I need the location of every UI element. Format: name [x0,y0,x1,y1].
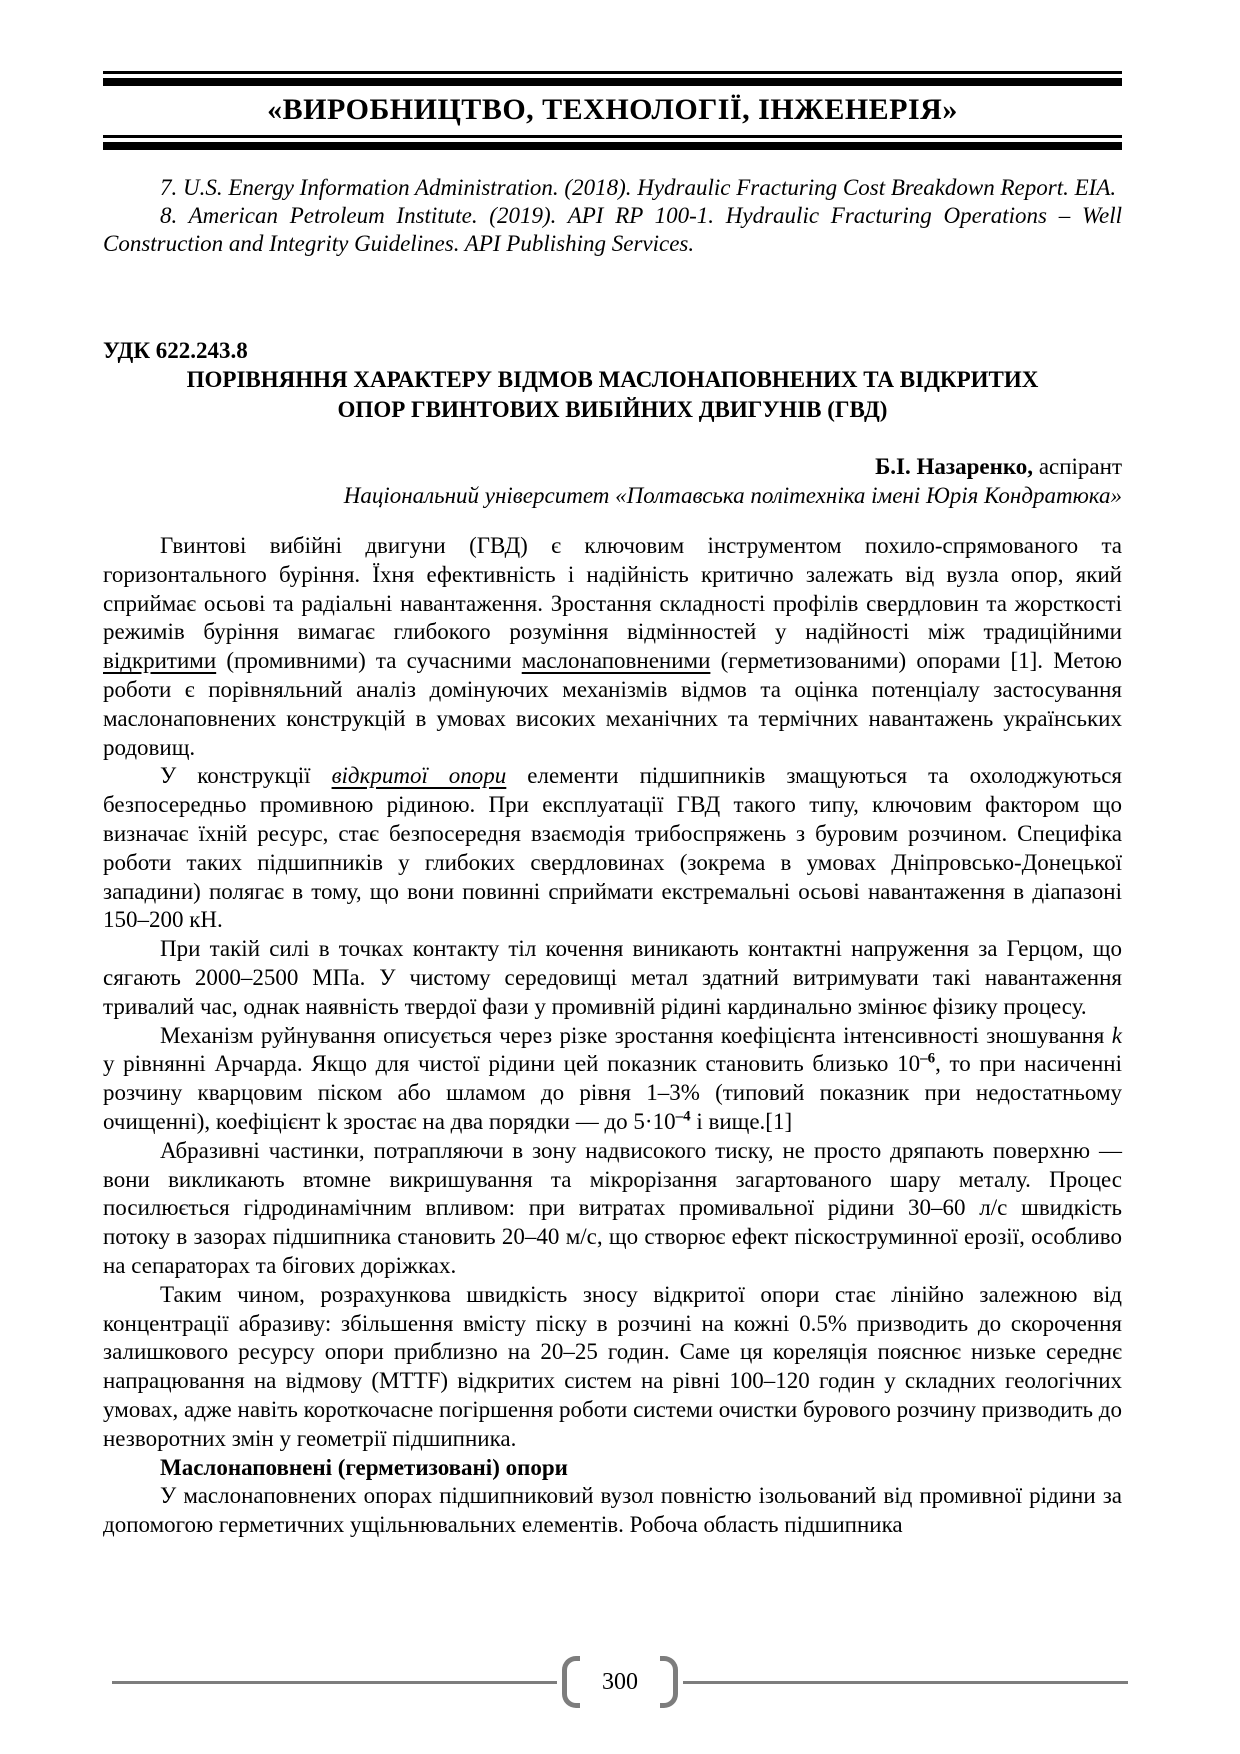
text-run: відкритими [103,648,217,674]
reference-item: 8. American Petroleum Institute. (2019). API RP 100-1. Hydraulic Fracturing Operations – Well Construction and Integrity Guidelines. API Publishing Services. [103,203,1122,256]
author-name: Б.І. Назаренко, [875,454,1034,479]
udc-code: УДК 622.243.8 [103,338,248,363]
author-line [103,452,1122,481]
body-paragraph [103,532,1122,762]
right-bracket-ornament [660,1656,678,1708]
text-run: Гвинтові вибійні двигуни (ГВД) є ключовим інструментом похило-спрямованого та горизонтального буріння. Їхня ефективність і надійність критично залежать від вузла опор, який сприймає осьові та радіальні навантаження. Зростання складності профілів свердловин та жорсткості режимів буріння вимагає глибокого розуміння відмінностей у надійності між традиційними [103,533,1122,645]
header-rule-thick-top [103,78,1122,86]
text-run: У маслонаповнених опорах підшипниковий вузол повністю ізольований від промивної рідини за допомогою герметичних ущільнювальних елементів. Робоча область підшипника [103,1483,1122,1538]
article-title [103,365,1122,425]
article-title-line-1: ПОРІВНЯННЯ ХАРАКТЕРУ ВІДМОВ МАСЛОНАПОВНЕНИХ ТА ВІДКРИТИХ [186,367,1039,392]
body-paragraph [103,1482,1122,1540]
text-run: Абразивні частинки, потрапляючи в зону надвисокого тиску, не просто дряпають поверхню — вони викликають втомне викришування та мікрорізання загартованого шару металу. Процес посилюється гідродинамічним впливом: при витратах промивальної рідини 30–60 л/с швидкість потоку в зазорах підшипника становить 20–40 м/с, що створює ефект піскоструминної ерозії, особливо на сепараторах та бігових доріжках. [103,1137,1122,1278]
body-paragraph [103,1137,1122,1281]
text-run: і вище.[1] [690,1108,793,1134]
text-run: У конструкції [160,763,332,789]
footer-rule-left [112,1681,557,1684]
text-run: маслонаповненими [521,648,711,674]
text-run: , то при насиченні розчину кварцовим піском або шламом до рівня 1–3% (типовий показник при недостатньому очищенні), коефіцієнт k зростає на два порядки — до 5·10 [103,1051,1122,1134]
text-run: (промивними) та сучасними [216,648,522,674]
body-paragraph [103,1281,1122,1454]
text-run: елементи підшипників змащуються та охолоджуються безпосередньо промивною рідиною. При експлуатації ГВД такого типу, ключовим фактором що визначає їхній ресурс, стає безпосередня взаємодія трибоспряжень з буровим розчином. Специфіка роботи таких підшипників у глибоких свердловинах (зокрема в умовах Дніпровсько-Донецької западини) полягає в тому, що вони повинні сприймати екстремальні осьові навантаження в діапазоні 150–200 кН. [103,763,1122,933]
footer-rule-right [683,1681,1128,1684]
journal-title: «ВИРОБНИЦТВО, ТЕХНОЛОГІЇ, ІНЖЕНЕРІЯ» [267,93,958,126]
text-run: відкритої опори [331,763,507,789]
text-run: (герметизованими) опорами [1]. Метою роботи є порівняльний аналіз домінуючих механізмів відмов та оцінка потенціалу застосування маслонаповнених конструкцій в умовах високих механічних та термічних навантажень українських родовищ. [103,648,1122,760]
journal-header-band [103,71,1122,150]
author-role: аспірант [1033,454,1122,479]
header-rule-thick-bottom [103,142,1122,150]
text-run: –4 [675,1108,691,1125]
article-title-line-2: ОПОР ГВИНТОВИХ ВИБІЙНИХ ДВИГУНІВ (ГВД) [337,397,888,422]
left-bracket-ornament [562,1656,580,1708]
body-paragraph [103,935,1122,1021]
page-footer [0,1656,1240,1708]
text-run: у рівнянні Арчарда. Якщо для чистої рідини цей показник становить близько 10 [103,1051,921,1077]
article-body [103,532,1122,1540]
body-paragraph [103,762,1122,935]
text-run: Механізм руйнування описується через різке зростання коефіцієнта інтенсивності зношування [160,1022,1112,1048]
text-run: –6 [920,1050,936,1067]
text-run: Таким чином, розрахункова швидкість зносу відкритої опори стає лінійно залежною від концентрації абразиву: збільшення вмісту піску в розчині на кожні 0.5% призводить до скорочення залишкового ресурсу опори приблизно на 20–25 годин. Саме ця кореляція пояснює низьке середнє напрацювання на відмову (MTTF) відкритих систем на рівні 100–120 годин у складних геологічних умовах, адже навіть короткочасне погіршення роботи системи очистки бурового розчину призводить до незворотних змін у геометрії підшипника. [103,1281,1122,1451]
text-run: k [1111,1022,1122,1048]
reference-item: 7. U.S. Energy Information Administration. (2018). Hydraulic Fracturing Cost Breakdown Report. EIA. [160,175,1117,200]
text-run: Маслонаповнені (герметизовані) опори [160,1454,568,1480]
page-number: 300 [602,1669,638,1695]
text-run: При такій силі в точках контакту тіл кочення виникають контактні напруження за Герцом, що сягають 2000–2500 МПа. У чистому середовищі метал здатний витримувати такі навантаження тривалий час, однак наявність твердої фази у промивній рідині кардинально змінює фізику процесу. [103,936,1122,1019]
section-heading [103,1454,1122,1483]
body-paragraph [103,1022,1122,1137]
references-list [103,174,1122,258]
affiliation: Національний університет «Полтавська політехніка імені Юрія Кондратюка» [343,483,1122,508]
